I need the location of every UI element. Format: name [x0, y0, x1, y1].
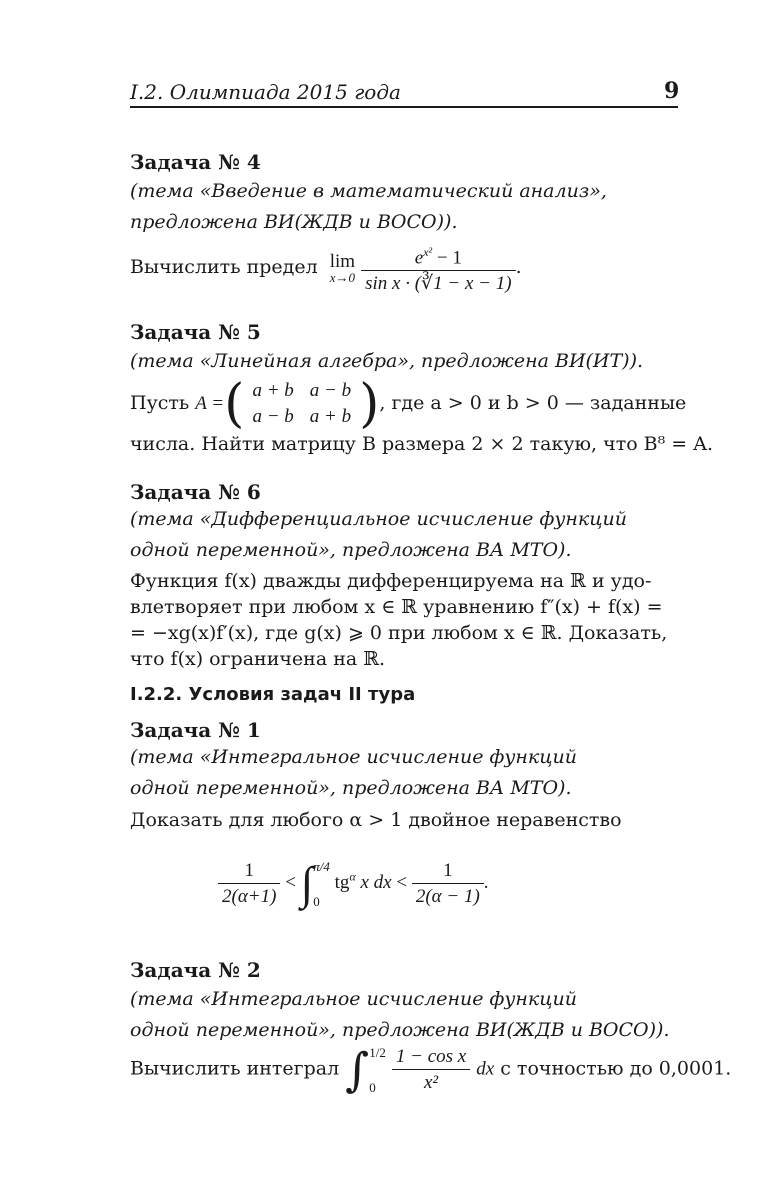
integrand-tg: tg	[334, 871, 350, 893]
problem-6-line2: влетворяет при любом x ∈ ℝ уравнению f″(x) + f(x) =	[130, 596, 663, 618]
problem-6-title: Задача № 6	[130, 480, 261, 504]
numerator-base: e	[414, 247, 424, 269]
matrix-a-label: A =	[195, 393, 225, 414]
double-inequality	[218, 858, 489, 909]
upper-limit-2: 1/2	[369, 1044, 386, 1060]
limit-gap-2	[369, 1059, 386, 1081]
problem-5-title: Задача № 5	[130, 320, 261, 344]
problem-4-topic	[130, 176, 690, 238]
right-numerator: 1	[443, 860, 453, 881]
problem-5-text-a: Пусть	[130, 392, 190, 414]
upper-limit: π/4	[313, 858, 330, 874]
limit-gap	[313, 873, 330, 895]
round2-problem-1-text: Доказать для любого α > 1 двойное неравенство	[130, 809, 622, 831]
lower-limit-2: 0	[369, 1079, 376, 1095]
integrand-numerator: 1 − cos x	[395, 1046, 467, 1067]
integrand-denominator: x²	[392, 1069, 470, 1095]
limit-operator	[330, 252, 355, 284]
matrix-a	[244, 378, 359, 430]
round2-problem-1-topic-line2: одной переменной», предложена ВА МТО).	[130, 777, 572, 799]
integral-sign: ∫	[300, 857, 314, 909]
integrand-rest: x dx	[355, 871, 392, 893]
differential: dx	[476, 1058, 495, 1080]
header-rule	[130, 106, 678, 108]
problem-6-line4: что f(x) ограничена на ℝ.	[130, 648, 386, 670]
left-paren: (	[224, 374, 245, 434]
integrand-exponent: α	[349, 869, 356, 884]
problem-4-end: .	[515, 256, 522, 279]
left-fraction	[218, 858, 280, 909]
problem-6-line1: Функция f(x) дважды дифференцируема на ℝ и удо-	[130, 570, 652, 592]
limit-fraction	[361, 240, 515, 296]
round2-problem-2-title: Задача № 2	[130, 958, 261, 982]
limit-denominator: sin x · (∛1 − x − 1)	[361, 270, 515, 296]
matrix-cell: a + b	[309, 406, 352, 427]
round2-problem-2-text: Вычислить интеграл	[130, 1057, 340, 1080]
section-heading: I.2.2. Условия задач II тура	[130, 684, 416, 705]
round2-problem-1-topic-line1: (тема «Интегральное исчисление функций	[130, 746, 577, 768]
inequality-end: .	[483, 871, 489, 893]
running-header: I.2. Олимпиада 2015 года	[130, 80, 401, 104]
limit-label: lim	[329, 251, 356, 273]
problem-4-text: Вычислить предел	[130, 256, 318, 279]
problem-4-title: Задача № 4	[130, 150, 261, 174]
problem-5-text-c: числа. Найти матрицу B размера 2 × 2 такую, что B⁸ = A.	[130, 433, 714, 455]
problem-4-topic-line1: (тема «Введение в математический анализ»,	[130, 180, 607, 202]
round2-problem-2-topic	[130, 984, 690, 1046]
problem-5-statement	[130, 374, 690, 434]
left-numerator: 1	[244, 860, 254, 881]
right-paren: )	[359, 374, 380, 434]
matrix-cell: a − b	[252, 406, 294, 427]
round2-problem-2-topic-line1: (тема «Интегральное исчисление функций	[130, 988, 577, 1010]
integral-limits-2	[369, 1046, 386, 1094]
right-denominator: 2(α − 1)	[412, 883, 484, 909]
integral-sign-2: ∫	[345, 1042, 370, 1097]
round2-problem-2-statement	[130, 1044, 731, 1095]
integrand-fraction	[392, 1044, 470, 1095]
left-denominator: 2(α+1)	[218, 883, 280, 909]
numerator-exponent: x²	[423, 245, 433, 259]
right-fraction	[412, 858, 484, 909]
problem-4-topic-line2: предложена ВИ(ЖДВ и ВОСО)).	[130, 211, 458, 233]
problem-6-topic-line1: (тема «Дифференциальное исчисление функций	[130, 508, 627, 530]
round2-problem-2-topic-line2: одной переменной», предложена ВИ(ЖДВ и ВОСО)).	[130, 1019, 670, 1041]
less-than-2: <	[396, 871, 408, 893]
problem-5-text-b: , где a > 0 и b > 0 — заданные	[379, 392, 687, 414]
lower-limit: 0	[313, 893, 320, 909]
problem-6-topic-line2: одной переменной», предложена ВА МТО).	[130, 539, 572, 561]
page-number: 9	[664, 78, 680, 104]
problem-4-statement	[130, 240, 522, 296]
matrix-cell: a − b	[309, 380, 352, 401]
integral-limits	[313, 860, 330, 908]
less-than-1: <	[285, 871, 296, 893]
problem-6-topic	[130, 504, 690, 566]
problem-6-statement	[130, 568, 678, 672]
problem-5-topic: (тема «Линейная алгебра», предложена ВИ(ИТ)).	[130, 350, 644, 372]
matrix-cell: a + b	[252, 380, 294, 401]
numerator-rest: − 1	[432, 247, 462, 269]
precision-text: с точностью до 0,0001.	[500, 1057, 732, 1080]
round2-problem-1-topic	[130, 742, 690, 804]
round2-problem-1-title: Задача № 1	[130, 718, 261, 742]
problem-6-line3: = −xg(x)f′(x), где g(x) ⩾ 0 при любом x ∈ ℝ. Доказать,	[130, 622, 668, 644]
limit-subscript: x→0	[329, 270, 356, 286]
limit-numerator	[361, 240, 515, 270]
